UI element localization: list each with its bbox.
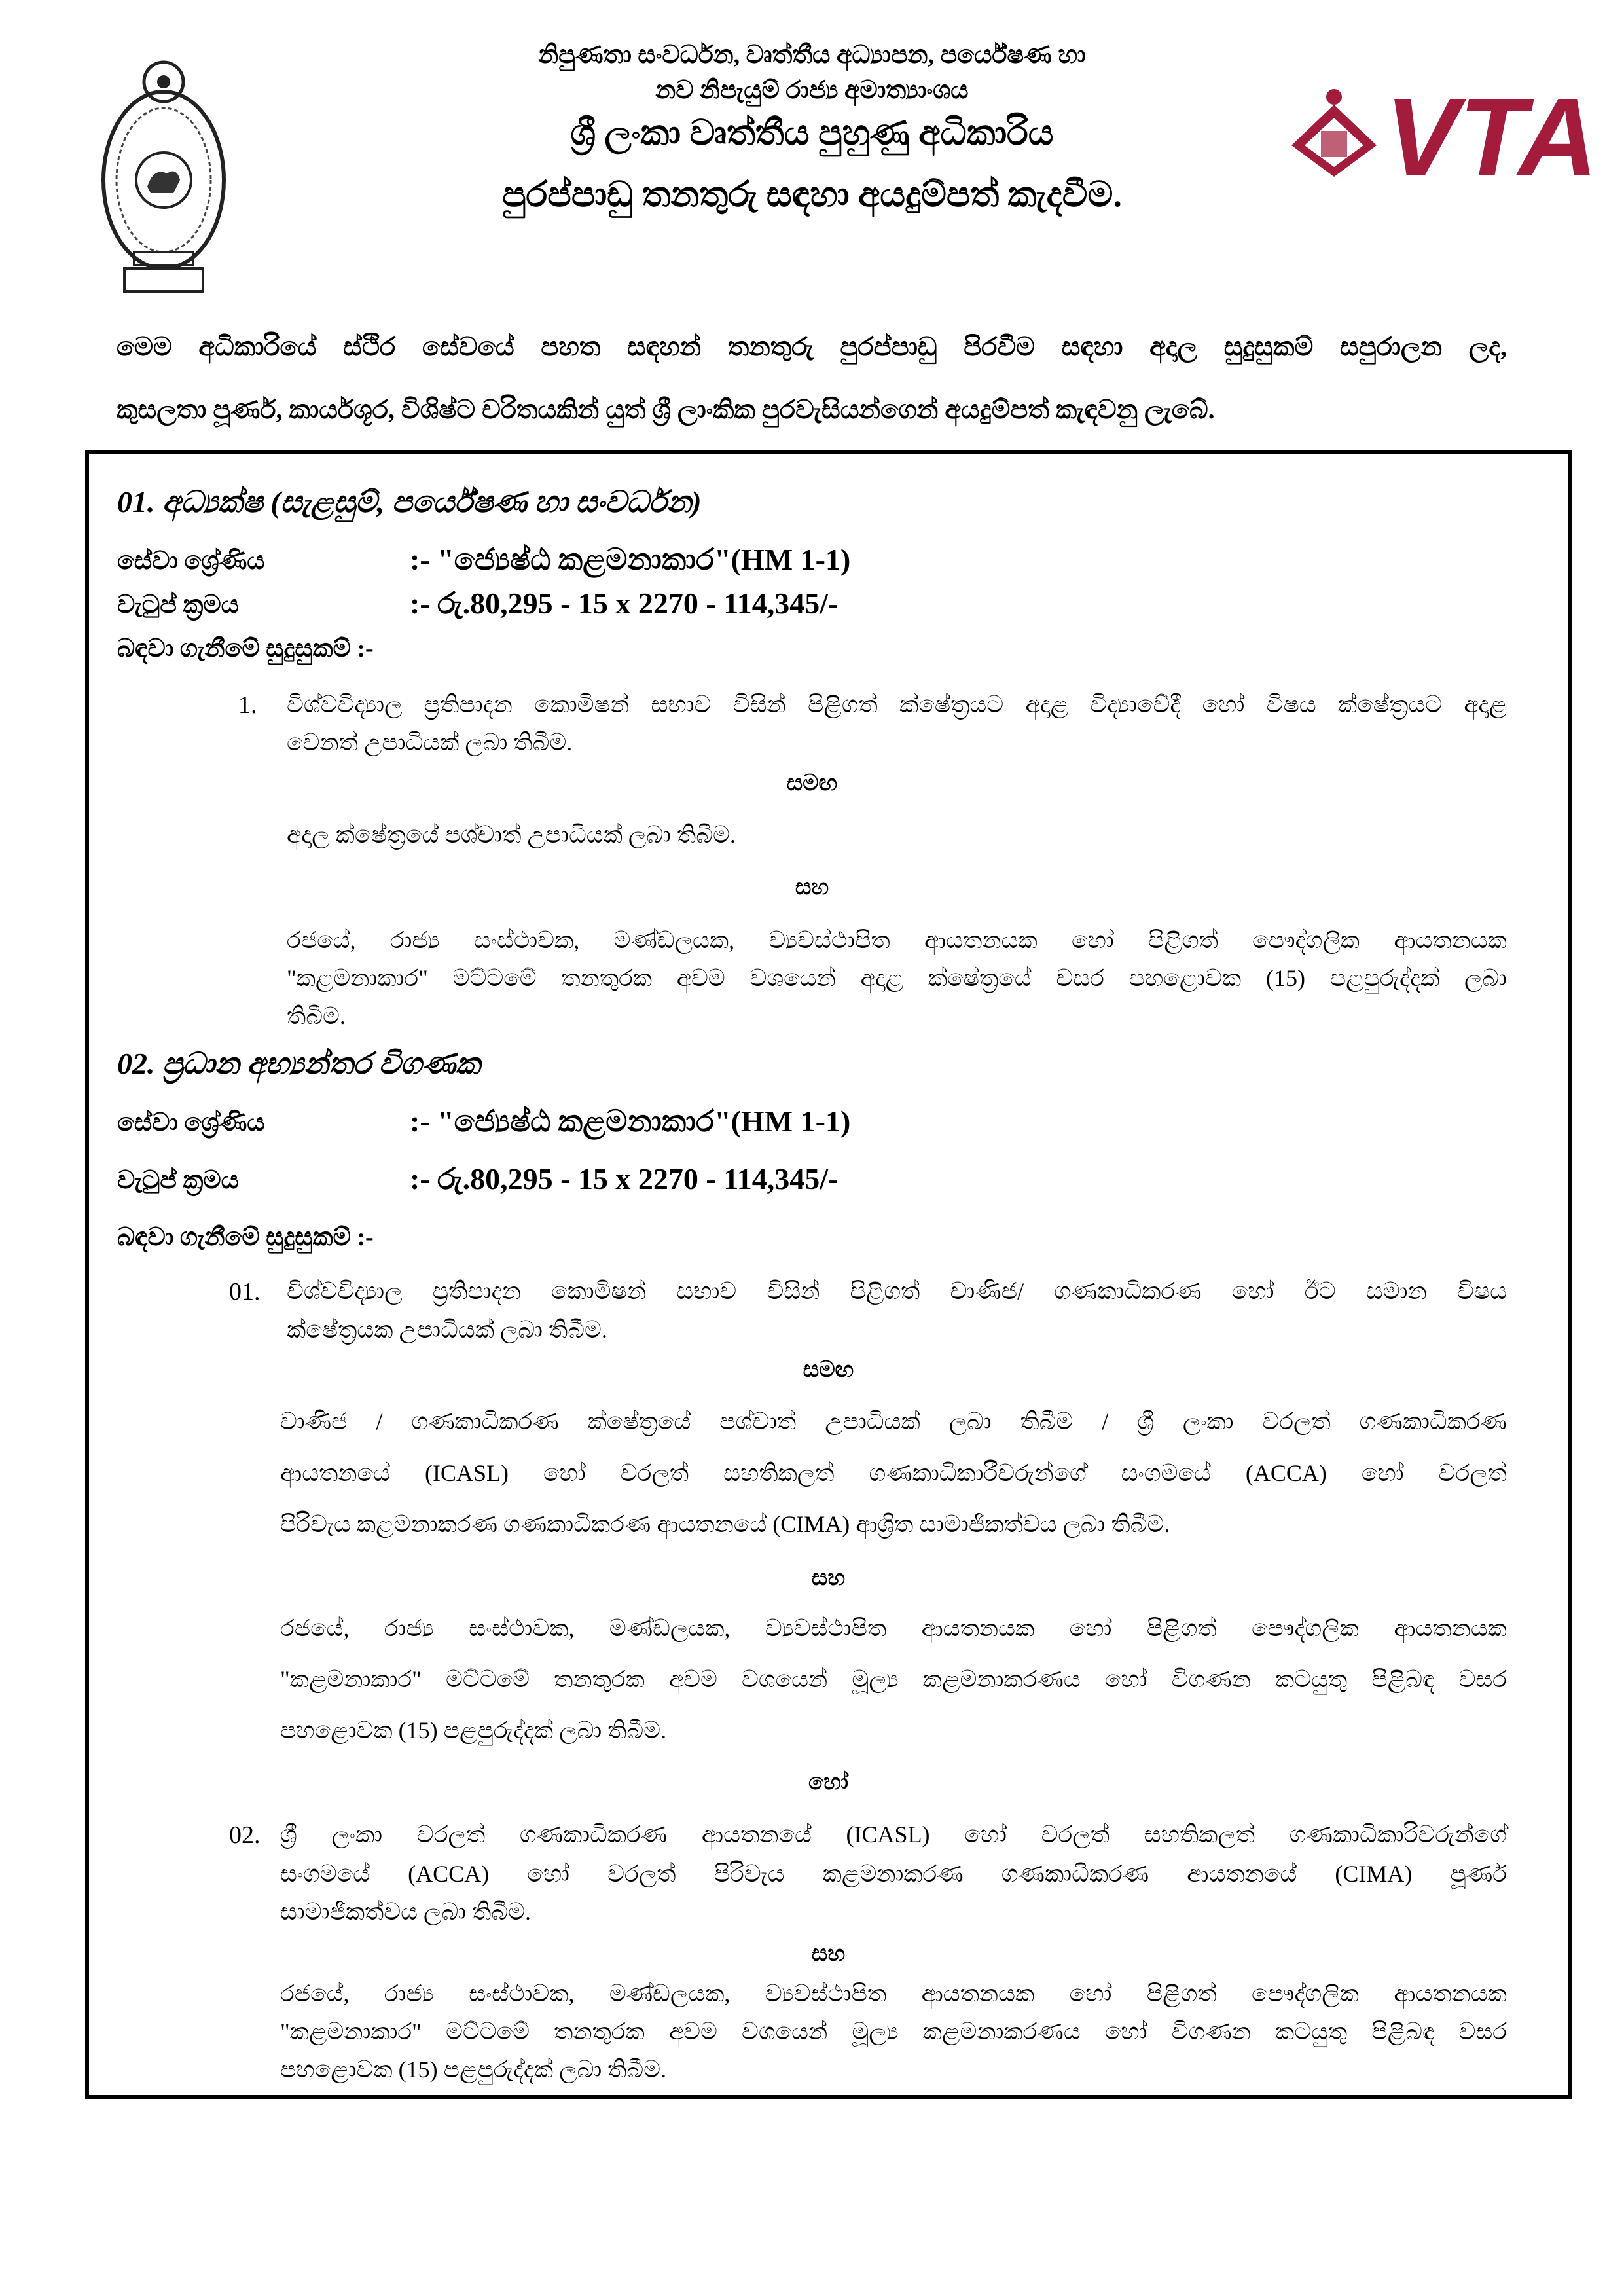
- item-number: 1.: [238, 691, 257, 719]
- conjunction-and: සහ: [811, 1566, 846, 1590]
- salary-scale-label: වැටුප් ක්‍රමය: [117, 591, 239, 619]
- service-grade-label: සේවා ශ්‍රේණිය: [117, 1109, 265, 1137]
- experience-line: පහළොවක (15) පළපුරුද්දක් ලබා තිබීම.: [280, 2056, 667, 2083]
- qualification-line: වාණිජ / ගණකාධිකරණ ක්ෂේත්‍රයේ පශ්චාත් උපාධියක් ලබා තිබීම / ශ්‍රී ලංකා වරලත් ගණකාධිකරණ: [280, 1408, 1507, 1434]
- conjunction-with: සමඟ: [803, 1358, 854, 1382]
- item-number: 02.: [229, 1821, 261, 1849]
- ministry-name-line1: නිපුණතා සංවර්ධන, වෘත්තීය අධ්‍යාපන, පර්යේෂණ හා: [538, 41, 1086, 69]
- conjunction-or: හෝ: [808, 1770, 849, 1795]
- qualification-line: සාමාජිකත්වය ලබා තිබීම.: [280, 1899, 531, 1925]
- experience-line: රජයේ, රාජ්‍ය සංස්ථාවක, මණ්ඩලයක, ව්‍යවස්ථාපිත ආයතනයක හෝ පිළිගත් පෞද්ගලික ආයතනයක: [280, 1615, 1507, 1641]
- service-grade-value: :- "ජ්‍යෙෂ්ඨ කළමනාකාර"(HM 1-1): [410, 543, 851, 576]
- item-number: 01.: [229, 1278, 261, 1305]
- authority-name: ශ්‍රී ලංකා වෘත්තීය පුහුණු අධිකාරිය: [570, 113, 1054, 153]
- experience-line: රජයේ, රාජ්‍ය සංස්ථාවක, මණ්ඩලයක, ව්‍යවස්ථාපිත ආයතනයක හෝ පිළිගත් පෞද්ගලික ආයතනයක: [280, 1980, 1507, 2007]
- qualification-line: ආයතනයේ (ICASL) හෝ වරලත් සහතිකලත් ගණකාධිකාරීවරුන්ගේ සංගමයේ (ACCA) හෝ වරලත්: [280, 1460, 1507, 1486]
- qualification-line: පිරිවැය කළමනාකරණ ගණකාධිකරණ ආයතනයේ (CIMA) ආශ්‍රිත සාමාජිකත්වය ලබා තිබීම.: [280, 1511, 1170, 1537]
- service-grade-value: :- "ජ්‍යෙෂ්ඨ කළමනාකාර"(HM 1-1): [410, 1104, 851, 1138]
- experience-line: "කළමනාකාර" මට්ටමේ තනතුරක අවම වශයෙන් අදාළ ක්ෂේත්‍රයේ වසර පහළොවක (15) පළපුරුද්දක් ලබා: [287, 965, 1507, 991]
- qualification-line: සංගමයේ (ACCA) හෝ වරලත් පිරිවැය කළමනාකරණ ගණකාධිකරණ ආයතනයේ (CIMA) පූර්ණ: [280, 1861, 1507, 1887]
- experience-line: තිබීම.: [287, 1003, 346, 1029]
- post-title: 02. ප්‍රධාන අභ්‍යන්තර විගණක: [117, 1047, 480, 1080]
- experience-line: "කළමනාකාර" මට්ටමේ තනතුරක අවම වශයෙන් මූල්‍ය කළමනාකරණය හෝ විගණන කටයුතු පිළිබඳ වසර: [280, 1666, 1507, 1692]
- intro-line: මෙම අධිකාරියේ ස්ථිර සේවයේ පහත සඳහන් තනතුරු පුරප්පාඩු පිරවීම සඳහා අදාල සුදුසුකම් සපුරාලන ලද,: [117, 332, 1507, 361]
- notice-title: පුරප්පාඩු තනතුරු සඳහා අයදුම්පත් කැදවීම.: [502, 175, 1122, 214]
- salary-scale-label: වැටුප් ක්‍රමය: [117, 1167, 239, 1194]
- salary-scale-value: :- රු.80,295 - 15 x 2270 - 114,345/-: [410, 1162, 839, 1195]
- post-title: 01. අධ්‍යක්ෂ (සැළසුම්, පර්යේෂණ හා සංවර්ධන): [117, 485, 702, 519]
- experience-line: රජයේ, රාජ්‍ය සංස්ථාවක, මණ්ඩලයක, ව්‍යවස්ථාපිත ආයතනයක හෝ පිළිගත් පෞද්ගලික ආයතනයක: [287, 927, 1507, 953]
- svg-text:VTA: VTA: [1385, 85, 1598, 183]
- experience-line: පහළොවක (15) පළපුරුද්දක් ලබා තිබීම.: [280, 1717, 667, 1743]
- conjunction-and: සහ: [795, 875, 829, 900]
- qualification-line: වෙනත් උපාධියක් ලබා තිබීම.: [287, 729, 573, 756]
- intro-line: කුසලතා පූර්ණ, කාර්යශූර, විශිෂ්ට චරිතයකින් යුත් ශ්‍රී ලාංකික පුරවැසියන්ගෙන් අයදුම්පත් කැඳවනු ලැබේ.: [117, 395, 1215, 424]
- service-grade-label: සේවා ශ්‍රේණිය: [117, 547, 265, 575]
- requirements-label: බඳවා ගැනීමේ සුදුසුකම් :-: [117, 635, 374, 663]
- qualification-line: විශ්වවිද්‍යාල ප්‍රතිපාදන කොමිෂන් සභාව විසින් පිළිගත් ක්ෂේත්‍රයට අදාළ විද්‍යාවේදී හෝ විෂය ක්ෂේත්‍රයට අදාළ: [287, 691, 1507, 718]
- requirements-label: බඳවා ගැනීමේ සුදුසුකම් :-: [117, 1224, 374, 1251]
- qualification-line: ශ්‍රී ලංකා වරලත් ගණකාධිකරණ ආයතනයේ (ICASL) හෝ වරලත් සහතිකලත් ගණකාධිකාරිවරුන්ගේ: [280, 1821, 1507, 1848]
- qualification-line: ක්ෂේත්‍රයක උපාධියක් ලබා තිබීම.: [287, 1317, 607, 1343]
- ministry-name-line2: නව නිපැයුම් රාජ්‍ය අමාත්‍යාංශය: [655, 77, 969, 104]
- conjunction-with: සමඟ: [786, 771, 838, 795]
- qualification-line: අදාල ක්ෂේත්‍රයේ පශ්චාත් උපාධියක් ලබා තිබීම.: [287, 822, 736, 848]
- conjunction-and: සහ: [811, 1942, 846, 1966]
- experience-line: "කළමනාකාර" මට්ටමේ තනතුරක අවම වශයෙන් මූල්‍ය කළමනාකරණය හෝ විගණන කටයුතු පිළිබඳ වසර: [280, 2018, 1507, 2045]
- qualification-line: විශ්වවිද්‍යාල ප්‍රතිපාදන කොමිෂන් සභාව විසින් පිළිගත් වාණිජ/ ගණකාධිකරණ හෝ ඊට සමාන විෂය: [287, 1278, 1507, 1304]
- salary-scale-value: :- රු.80,295 - 15 x 2270 - 114,345/-: [410, 587, 839, 620]
